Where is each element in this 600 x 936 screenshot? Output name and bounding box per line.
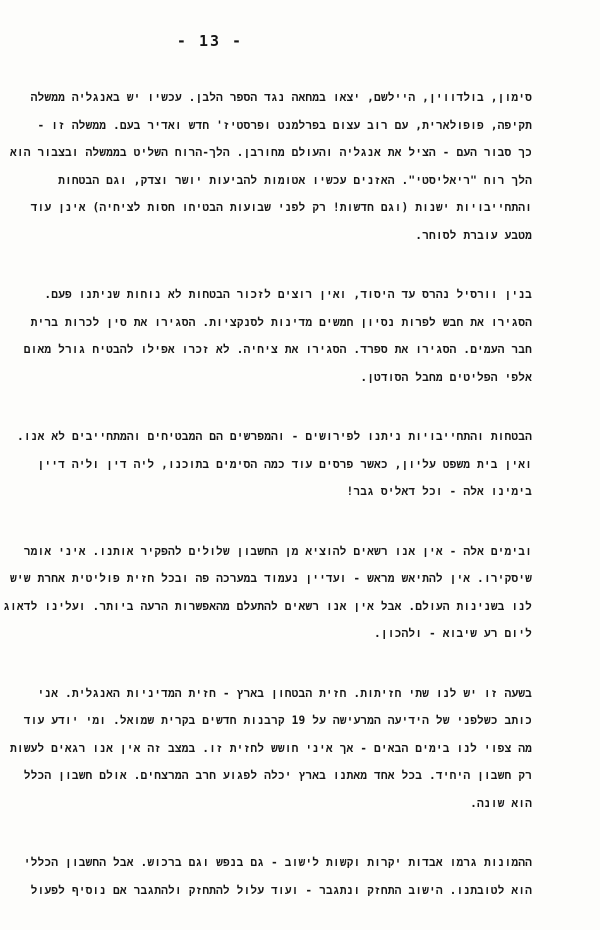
text-line: ההמונות גרמו אבדות יקרות וקשות לישוב - גם בנפש וגם ברכוש. אבל החשבון הכללי xyxy=(23,856,532,869)
page-number: - 13 - xyxy=(176,32,244,50)
text-line: תקיפה, פופולארית, עם רוב עצום בפרלמנט ופרסטיז' חדש ואדיר בעם. ממשלה זו - xyxy=(37,118,532,132)
text-line: בימינו אלה - וכל דאליס גבר! xyxy=(346,485,532,498)
text-line: כך סבור העם - הציל את אנגליה והעולם מחורבן. הלך-הרוח השליט בממשלה ובצבור הוא xyxy=(10,146,532,159)
text-line: מה צפוי לנו בימים הבאים - אך איני חושש לחזית זו. במצב זה אין אנו רגאים לעשות xyxy=(9,741,532,755)
document-body xyxy=(3,84,532,936)
paragraph xyxy=(9,680,532,818)
paragraph xyxy=(16,423,532,506)
text-line: בנין וורסיל נהרס עד היסוד, ואין רוצים לזכור הבטחות לא נוחות שניתנו פעם. xyxy=(44,288,532,301)
text-line: הוא לטובתנו. הישוב התחזק ונתגבר - ועוד עלול להתחזק ולהתגבר אם נוסיף לפעול xyxy=(30,883,532,897)
text-line: בשעה זו יש לנו שתי חזיתות. חזית הבטחון בארץ - חזית המדיניות האנגלית. אני xyxy=(37,686,532,700)
text-line: הוא שונה. xyxy=(470,796,532,810)
text-line: ובימים אלה - אין אנו רשאים להוציא מן החשבון שלולים להפקיר אותנו. איני אומר xyxy=(23,544,532,558)
text-line: שיסקירו. אין להתיאש מראש - ועדיין נעמוד במערכה פה ובכל חזית פוליטית אחרת שיש xyxy=(10,572,532,585)
paragraph xyxy=(23,849,532,904)
paragraph xyxy=(23,281,532,391)
paragraph xyxy=(3,538,532,648)
text-line: והתחייבויות ישנות (וגם חדשות! רק לפני שבועות הבטיחו חסות לציחיה) אינן עוד xyxy=(30,201,532,214)
text-line: הסגירו את חבש לפרות נסיון חמשים מדינות לסנקציות. הסגירו את סין לכרות ברית xyxy=(30,315,532,329)
paragraph xyxy=(10,84,532,249)
text-line: רק חשבון היחיד. בכל אחד מאתנו בארץ יכלה לפגוע חרב המרצחים. אולם חשבון הכלל xyxy=(23,769,532,782)
text-line: כותב כשלפני של הידיעה המרעישה על 19 קרבנות חדשים בקרית שמואל. ומי יודע עוד xyxy=(23,714,532,727)
text-line: לנו בשנינות העולם. אבל אין אנו רשאים להתעלם מהאפשרות הרעה ביותר. ועלינו לדאוג xyxy=(3,599,532,613)
text-line: חבר העמים. הסגירו את ספרד. הסגירו את ציחיה. לא זכרו אפילו להבטיח גורל מאום xyxy=(23,343,532,356)
text-line: הלך רוח "ריאליסטי". האזנים עכשיו אטומות להביעות יושר וצדק, וגם הבטחות xyxy=(58,173,532,187)
text-line: סימון, בולדווין, היילשם, יצאו במחאה נגד הספר הלבן. עכשיו יש באנגליה ממשלה xyxy=(30,91,532,104)
text-line: ואין בית משפט עליון, כאשר פרסים עוד כמה הסימים בתוכנו, ליה דין וליה דיין xyxy=(37,457,532,471)
text-line: אלפי הפליטים מחבל הסודטן. xyxy=(360,370,532,384)
text-line: ליום רע שיבוא - ולהכון. xyxy=(374,627,532,640)
text-line: מטבע עוברת לסוחר. xyxy=(415,228,532,242)
text-line: הבטחות והתחייבויות ניתנו לפירושים - והמפרשים הם המבטיחים והמתחייבים לא אנו. xyxy=(16,430,532,443)
